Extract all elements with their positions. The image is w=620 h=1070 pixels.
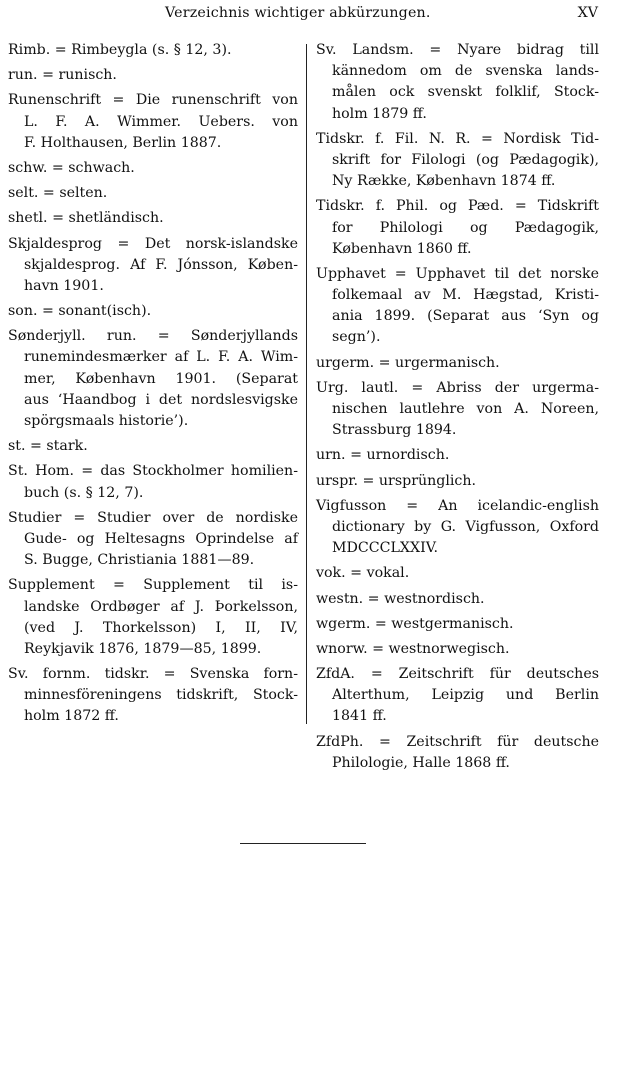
entry-first-line: Supplement = Supplement til is- <box>8 577 298 594</box>
right-column <box>316 40 599 778</box>
abbreviation-entry <box>8 301 298 322</box>
abbreviation-entry <box>8 158 298 179</box>
abbreviation-entry <box>316 496 599 560</box>
entry-first-line: Rimb. = Rimbeygla (s. § 12, 3). <box>8 42 232 58</box>
abbreviation-entry <box>8 326 298 432</box>
abbreviation-entry <box>316 264 599 349</box>
abbreviation-entry <box>8 508 298 572</box>
entry-first-line: Tidskr. f. Phil. og Pæd. = Tidskrift <box>316 198 599 215</box>
entry-first-line: urgerm. = urgermanisch. <box>316 354 500 371</box>
entry-continuation-line: (ved J. Thorkelsson) I, II, IV, <box>24 619 298 636</box>
abbreviation-entry <box>316 40 599 125</box>
entry-first-line: selt. = selten. <box>8 185 108 202</box>
entry-continuation-line: folkemaal av M. Hægstad, Kristi- <box>332 287 599 304</box>
entry-first-line: St. Hom. = das Stockholmer homilien- <box>8 463 298 480</box>
entry-first-line: wnorw. = westnorwegisch. <box>316 640 510 657</box>
entry-continuation-line: målen ock svenskt folklif, Stock- <box>332 84 599 101</box>
entry-continuation-line: 1841 ff. <box>332 708 387 725</box>
entry-first-line: urspr. = ursprünglich. <box>316 472 477 489</box>
abbreviation-entry <box>316 614 599 635</box>
entry-first-line: Sv. Landsm. = Nyare bidrag till <box>316 42 599 58</box>
entry-continuation-line: landske Ordbøger af J. Þorkelsson, <box>24 598 298 615</box>
entry-first-line: Runenschrift = Die runenschrift von <box>8 92 298 109</box>
abbreviation-entry <box>8 234 298 298</box>
entry-first-line: wgerm. = westgermanisch. <box>316 615 514 632</box>
page-number: XV <box>577 5 598 21</box>
entry-continuation-line: kännedom om de svenska lands- <box>332 63 599 80</box>
entry-first-line: Sv. fornm. tidskr. = Svenska forn- <box>8 666 298 683</box>
entry-continuation-line: ania 1899. (Separat aus ‘Syn og <box>332 308 599 325</box>
entry-first-line: westn. = westnordisch. <box>316 590 485 607</box>
entry-continuation-line: skjaldesprog. Af F. Jónsson, Køben- <box>24 256 298 273</box>
entry-first-line: Tidskr. f. Fil. N. R. = Nordisk Tid- <box>316 130 599 147</box>
entry-continuation-line: skrift for Filologi (og Pædagogik), <box>332 151 599 168</box>
entry-first-line: st. = stark. <box>8 438 88 455</box>
abbreviation-entry <box>316 445 599 466</box>
abbreviation-entry <box>8 664 298 728</box>
abbreviation-entry <box>316 563 599 584</box>
abbreviation-entry <box>316 664 599 728</box>
entry-continuation-line: Alterthum, Leipzig und Berlin <box>332 687 599 704</box>
entry-continuation-line: Strassburg 1894. <box>332 422 457 439</box>
entry-continuation-line: nischen lautlehre von A. Noreen, <box>332 401 599 417</box>
entry-first-line: schw. = schwach. <box>8 159 135 176</box>
entry-continuation-line: runemindesmærker af L. F. A. Wim- <box>24 349 298 366</box>
entry-first-line: run. = runisch. <box>8 67 117 84</box>
entry-first-line: vok. = vokal. <box>316 565 410 582</box>
entry-continuation-line: København 1860 ff. <box>332 240 472 257</box>
entry-continuation-line: segn’). <box>332 329 381 346</box>
entry-continuation-line: S. Bugge, Christiania 1881—89. <box>24 552 255 569</box>
abbreviation-entry <box>8 575 298 660</box>
left-column <box>8 40 298 732</box>
abbreviation-entry <box>8 183 298 204</box>
entry-continuation-line: MDCCCLXXIV. <box>332 540 438 557</box>
abbreviation-entry <box>316 732 599 774</box>
header-title: Verzeichnis wichtiger abkürzungen. <box>165 5 431 21</box>
entry-first-line: Urg. lautl. = Abriss der urgerma- <box>316 379 599 396</box>
running-header <box>0 5 620 25</box>
entry-first-line: Skjaldesprog = Det norsk-islandske <box>8 235 298 252</box>
entry-first-line: ZfdPh. = Zeitschrift für deutsche <box>316 733 599 750</box>
entry-first-line: Studier = Studier over de nordiske <box>8 509 298 526</box>
entry-first-line: urn. = urnordisch. <box>316 447 450 464</box>
entry-continuation-line: dictionary by G. Vigfusson, Oxford <box>332 518 599 535</box>
entry-continuation-line: Ny Række, København 1874 ff. <box>332 173 556 190</box>
abbreviation-entry <box>8 436 298 457</box>
entry-continuation-line: Reykjavik 1876, 1879—85, 1899. <box>24 640 262 657</box>
entry-first-line: Sønderjyll. run. = Sønderjyllands <box>8 328 298 345</box>
entry-continuation-line: for Philologi og Pædagogik, <box>332 219 599 236</box>
entry-continuation-line: buch (s. § 12, 7). <box>24 484 144 501</box>
entry-continuation-line: holm 1879 ff. <box>332 105 427 122</box>
abbreviation-entry <box>316 129 599 193</box>
entry-continuation-line: havn 1901. <box>24 277 104 294</box>
abbreviation-entry <box>8 90 298 154</box>
abbreviation-entry <box>8 208 298 229</box>
abbreviation-entry <box>316 589 599 610</box>
entry-first-line: ZfdA. = Zeitschrift für deutsches <box>316 666 599 683</box>
abbreviation-entry <box>316 639 599 660</box>
abbreviation-entry <box>8 40 298 61</box>
column-divider <box>306 44 307 724</box>
entry-first-line: Vigfusson = An icelandic-english <box>316 497 599 514</box>
entry-continuation-line: Gude- og Heltesagns Oprindelse af <box>24 530 298 547</box>
entry-continuation-line: holm 1872 ff. <box>24 708 119 725</box>
entry-continuation-line: minnesföreningens tidskrift, Stock- <box>24 687 298 704</box>
end-rule <box>240 843 366 844</box>
entry-first-line: Upphavet = Upphavet til det norske <box>316 265 599 282</box>
entry-first-line: shetl. = shetländisch. <box>8 210 164 227</box>
abbreviation-entry <box>8 461 298 503</box>
entry-continuation-line: L. F. A. Wimmer. Uebers. von <box>24 113 298 130</box>
abbreviation-entry <box>8 65 298 86</box>
abbreviation-entry <box>316 353 599 374</box>
abbreviation-entry <box>316 471 599 492</box>
entry-continuation-line: mer, København 1901. (Separat <box>24 370 298 387</box>
entry-continuation-line: spörgsmaals historie’). <box>24 413 189 429</box>
entry-continuation-line: aus ‘Haandbog i det nordslesvigske <box>24 391 298 408</box>
entry-first-line: son. = sonant(isch). <box>8 303 152 320</box>
entry-continuation-line: F. Holthausen, Berlin 1887. <box>24 134 222 151</box>
entry-continuation-line: Philologie, Halle 1868 ff. <box>332 754 510 771</box>
abbreviation-entry <box>316 378 599 442</box>
abbreviation-entry <box>316 196 599 260</box>
